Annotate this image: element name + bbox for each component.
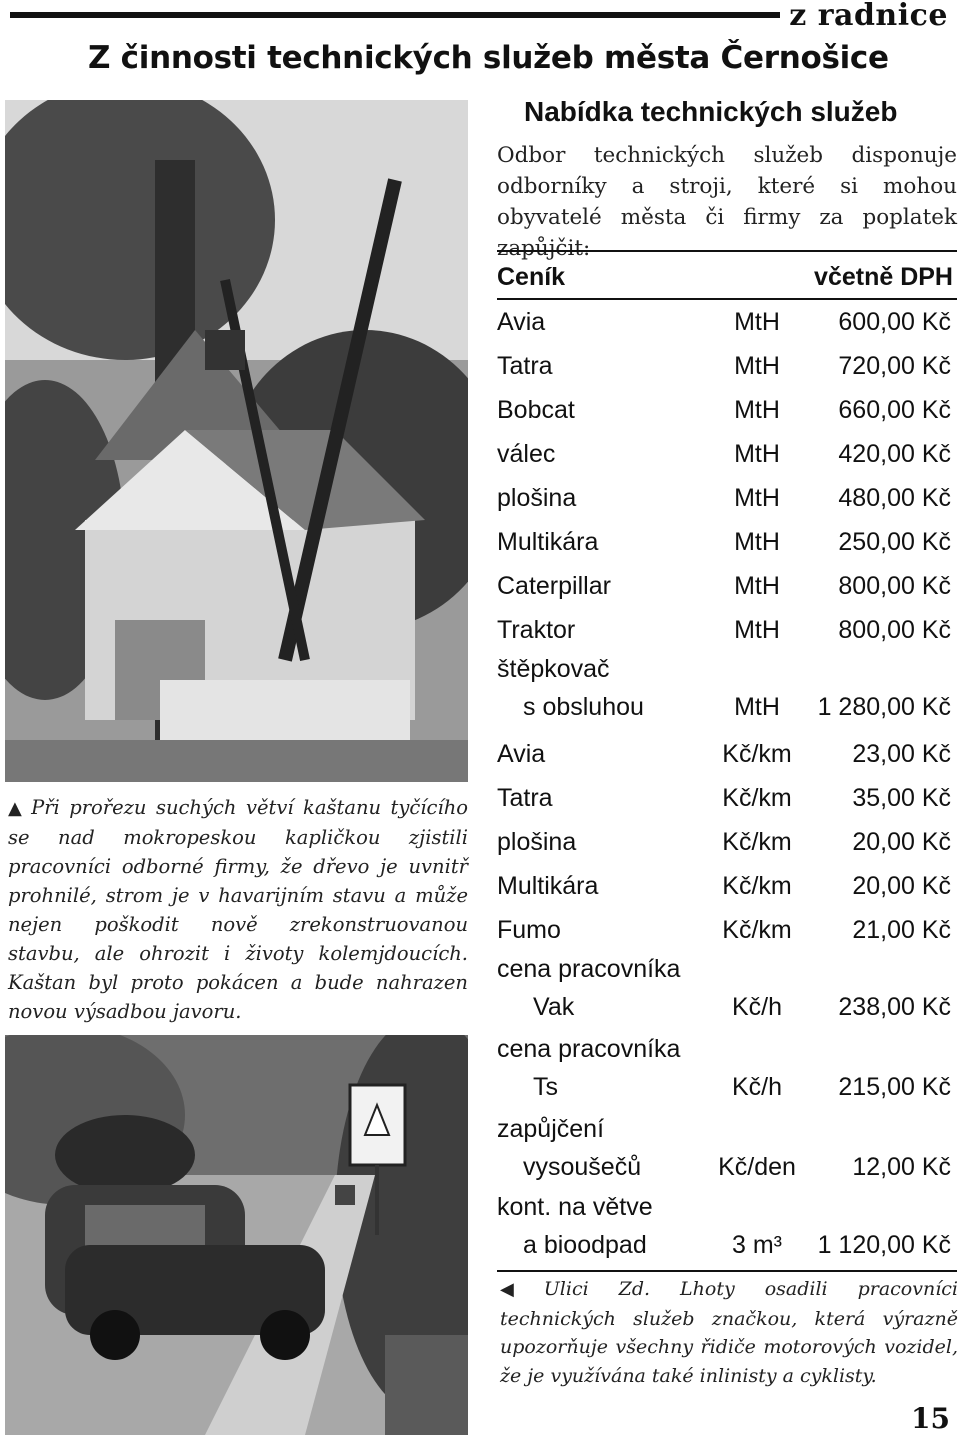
price-table-title: Ceník [497,262,566,291]
price-row-unit: MtH [734,307,780,336]
price-row-item: válec [497,439,556,468]
price-row [497,776,957,820]
price-row-price: 238,00 Kč [838,993,951,1021]
price-row-item-line1: kont. na větve [497,1193,653,1221]
price-row [497,564,957,608]
price-row-item: Caterpillar [497,571,611,600]
price-row-item-line1: cena pracovníka [497,955,681,983]
photo-caption-street [500,1275,958,1390]
price-row [497,608,957,652]
price-row-item: Traktor [497,615,576,644]
price-row [497,952,957,1032]
caption-text: Ulici Zd. Lhoty osadili pracovníci technických služeb značkou, která výrazně upozorňuje všechny řidiče motorových vozidel, že je využívána také inlinisty a cyklisty. [500,1278,959,1387]
price-row-item [497,1035,707,1102]
price-row-item: plošina [497,827,577,856]
offer-intro: Odbor technických služeb disponuje odborníky a stroji, které si mohou obyvatelé města či firmy za poplatek zapůjčit: [497,143,957,261]
photo-tree-pruning [5,100,468,782]
price-row-price: 23,00 Kč [852,739,951,768]
price-row-item-line2: Vak [533,993,575,1021]
price-row-unit: Kč/km [722,783,792,812]
price-row-price: 250,00 Kč [838,527,951,556]
price-row-price: 600,00 Kč [838,307,951,336]
price-row-unit: Kč/km [722,739,792,768]
price-row [497,1112,957,1192]
price-table-rows [497,298,957,1272]
price-row-price: 20,00 Kč [852,827,951,856]
price-row-unit: 3 m³ [732,1231,782,1259]
price-row [497,476,957,520]
price-table-header [497,250,957,298]
photo-caption-tree [8,793,468,1026]
price-row-item-line2: Ts [533,1073,558,1101]
price-row-unit: MtH [734,693,780,721]
price-row-item [497,1193,707,1260]
price-row-item-line1: štěpkovač [497,655,610,683]
price-row-unit: MtH [734,527,780,556]
price-row [497,344,957,388]
price-row-unit: MtH [734,395,780,424]
page-number: 15 [911,1402,950,1435]
price-row-unit: Kč/km [722,915,792,944]
price-row-item: Bobcat [497,395,575,424]
price-row-item: Fumo [497,915,561,944]
header-rule [10,12,780,18]
price-row-item: Tatra [497,351,553,380]
price-row-unit: MtH [734,571,780,600]
price-row-unit: Kč/den [718,1153,796,1181]
price-row-price: 20,00 Kč [852,871,951,900]
price-row [497,1192,957,1272]
price-row-item-line1: zapůjčení [497,1115,605,1143]
price-row-unit: MtH [734,351,780,380]
price-row-price: 21,00 Kč [852,915,951,944]
section-label: z radnice [789,0,948,33]
caption-text: Při prořezu suchých větví kaštanu tyčícího se nad mokropeskou kapličkou zjistili pracovníci odborné firmy, že dřevo je uvnitř prohnilé, strom je v havarijním stavu a může nejen poškodit nově zrekonstruovanou stavbu, ale ohrozit i životy kolemjdoucích. Kaštan byl proto pokácen a bude nahrazen novou výsadbou javoru. [8,796,469,1023]
price-row-unit: MtH [734,615,780,644]
price-row-item [497,955,707,1022]
price-row-item: Tatra [497,783,553,812]
price-row-price: 420,00 Kč [838,439,951,468]
price-row-unit: Kč/h [731,993,783,1021]
price-row-unit: MtH [734,439,780,468]
caption-marker-triangle: ▲ [8,798,26,819]
price-row-price: 12,00 Kč [852,1153,951,1181]
price-row-price: 660,00 Kč [838,395,951,424]
price-row-item-line2: s obsluhou [523,693,644,721]
price-row-price: 215,00 Kč [838,1073,951,1101]
price-row-price: 800,00 Kč [838,571,951,600]
caption-marker-left-triangle: ◀ [500,1279,538,1300]
price-row-price: 480,00 Kč [838,483,951,512]
price-table-tax-note: včetně DPH [814,262,953,291]
price-row [497,820,957,864]
photo-street-sign [5,1035,468,1435]
price-row-price: 35,00 Kč [852,783,951,812]
price-row-item: Multikára [497,871,599,900]
price-row-unit: Kč/km [722,827,792,856]
price-table [497,250,957,1272]
price-row [497,520,957,564]
price-row-item-line1: cena pracovníka [497,1035,681,1063]
price-row [497,652,957,732]
price-row-price: 1 120,00 Kč [817,1231,951,1259]
price-row-item-line2: a bioodpad [523,1231,647,1259]
page-title: Z činnosti technických služeb města Černošice [88,40,889,76]
price-row-price: 720,00 Kč [838,351,951,380]
price-row [497,908,957,952]
price-row-item-line2: vysoušečů [523,1153,642,1181]
price-row [497,300,957,344]
price-row-item: Avia [497,739,546,768]
price-row-price: 1 280,00 Kč [817,693,951,721]
price-row [497,432,957,476]
price-row-unit: Kč/km [722,871,792,900]
price-row-unit: Kč/h [731,1073,783,1101]
price-row-item: Multikára [497,527,599,556]
price-row-item [497,1115,707,1182]
offer-heading: Nabídka technických služeb [524,96,898,127]
price-row [497,732,957,776]
price-row [497,1032,957,1112]
price-row [497,864,957,908]
price-row-item: plošina [497,483,577,512]
price-row-price: 800,00 Kč [838,615,951,644]
price-row [497,388,957,432]
price-row-item: Avia [497,307,546,336]
price-row-unit: MtH [734,483,780,512]
price-row-item [497,655,707,722]
